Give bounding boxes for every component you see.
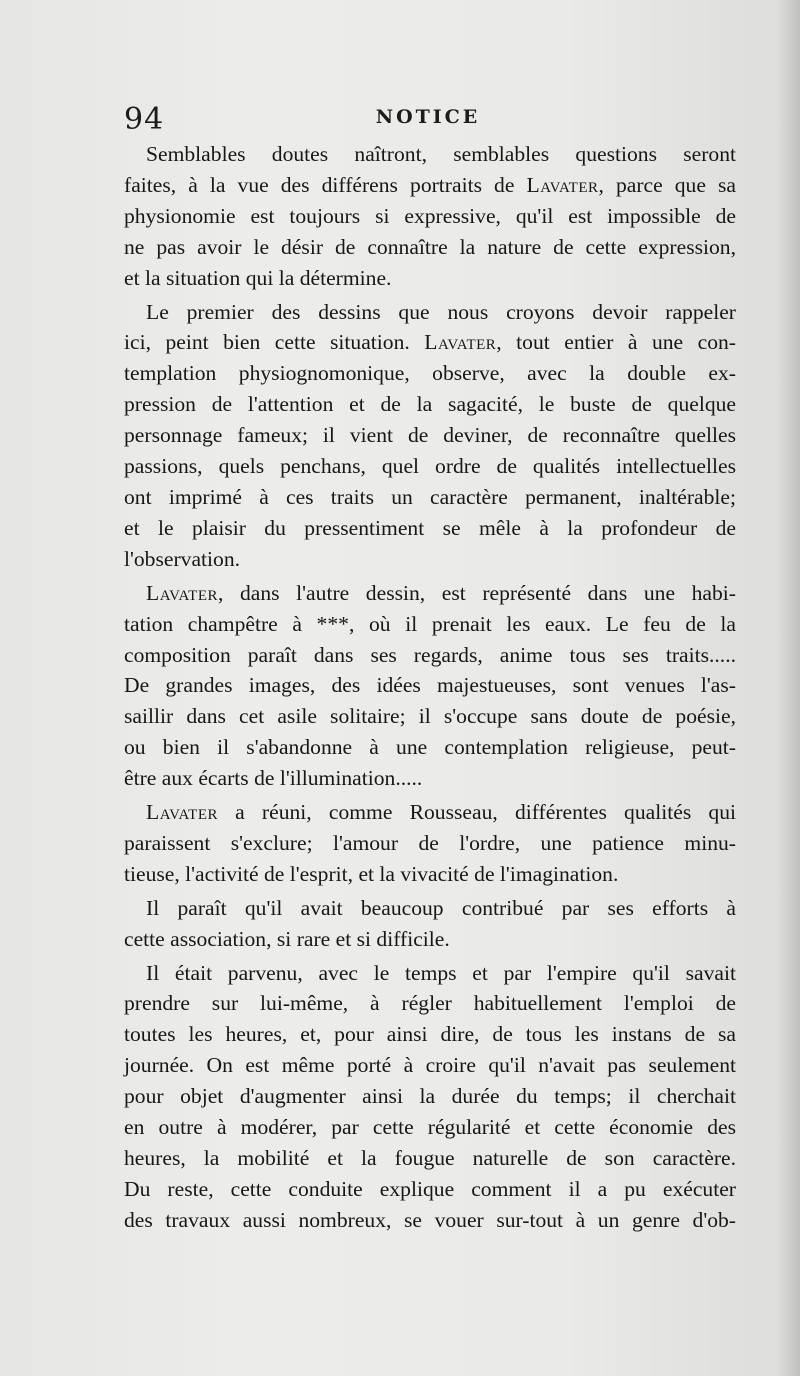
text-line: heures, la mobilité et la fougue naturelle de son caractère. (124, 1146, 736, 1170)
paragraph (124, 578, 736, 794)
running-head (118, 102, 738, 142)
text-line: pression de l'attention et de la sagacité, le buste de quelque (124, 392, 736, 417)
text-line: ici, peint bien cette situation. Lavater, tout entier à une con- (124, 330, 736, 355)
text-line: ou bien il s'abandonne à une contemplation religieuse, peut- (124, 735, 736, 760)
text-line: templation physiognomonique, observe, avec la double ex- (124, 361, 736, 386)
name-small-caps: Lavater (146, 580, 218, 605)
text-line: De grandes images, des idées majestueuses, sont venues l'as- (124, 673, 736, 698)
text-line: pour objet d'augmenter ainsi la durée du temps; il cherchait (124, 1084, 736, 1109)
body-text (124, 139, 736, 1236)
text-line: Du reste, cette conduite explique comment il a pu exécuter (124, 1176, 736, 1201)
text-line: et la situation qui la détermine. (124, 265, 392, 290)
text-line: ne pas avoir le désir de connaître la nature de cette expression, (124, 234, 736, 259)
text-line: Le premier des dessins que nous croyons devoir rappeler (146, 299, 736, 324)
text-line: prendre sur lui-même, à régler habituellement l'emploi de (124, 991, 736, 1016)
text-line: faites, à la vue des différens portraits de Lavater, parce que sa (124, 172, 736, 197)
text-line: Semblables doutes naîtront, semblables questions seront (146, 142, 736, 166)
text-line: ont imprimé à ces traits un caractère permanent, inaltérable; (124, 484, 736, 509)
text-line: tieuse, l'activité de l'esprit, et la vivacité de l'imagination. (124, 861, 619, 886)
text-line: Lavater a réuni, comme Rousseau, différentes qualités qui (146, 800, 736, 825)
text-line: Lavater, dans l'autre dessin, est représenté dans une habi- (146, 580, 736, 605)
name-small-caps: Lavater (424, 330, 497, 355)
text-line: cette association, si rare et si difficile. (124, 926, 450, 951)
paragraph (124, 893, 736, 955)
text-line: paraissent s'exclure; l'amour de l'ordre, une patience minu- (124, 830, 736, 855)
text-line: journée. On est même porté à croire qu'il n'avait pas seulement (124, 1053, 736, 1078)
name-small-caps: Lavater (146, 800, 218, 825)
header-title: NOTICE (375, 106, 481, 128)
text-line: l'observation. (124, 546, 241, 571)
paragraph (124, 297, 736, 575)
text-line: personnage fameux; il vient de deviner, de reconnaître quelles (124, 423, 736, 448)
text-line: tation champêtre à ***, où il prenait les eaux. Le feu de la (124, 611, 736, 636)
text-line: physionomie est toujours si expressive, qu'il est impossible de (124, 203, 736, 228)
text-line: être aux écarts de l'illumination..... (124, 766, 423, 791)
text-line: saillir dans cet asile solitaire; il s'occupe sans doute de poésie, (124, 704, 736, 729)
text-line: toutes les heures, et, pour ainsi dire, de tous les instans de sa (124, 1022, 736, 1047)
text-line: Il était parvenu, avec le temps et par l'empire qu'il savait (146, 960, 736, 985)
text-line: des travaux aussi nombreux, se vouer sur-tout à un genre d'ob- (124, 1207, 736, 1232)
text-line: en outre à modérer, par cette régularité et cette économie des (124, 1115, 736, 1140)
text-line: Il paraît qu'il avait beaucoup contribué par ses efforts à (146, 895, 736, 920)
text-line: et le plaisir du pressentiment se mêle à la profondeur de (124, 515, 736, 540)
text-line: passions, quels penchans, quel ordre de qualités intellectuelles (124, 454, 736, 479)
paragraph (124, 797, 736, 890)
page-number: 94 (124, 102, 165, 137)
text-line: composition paraît dans ses regards, anime tous ses traits..... (124, 642, 736, 667)
spine-shadow (778, 0, 800, 1376)
paragraph (124, 139, 736, 294)
paragraph (124, 958, 736, 1236)
name-small-caps: Lavater (526, 172, 599, 197)
